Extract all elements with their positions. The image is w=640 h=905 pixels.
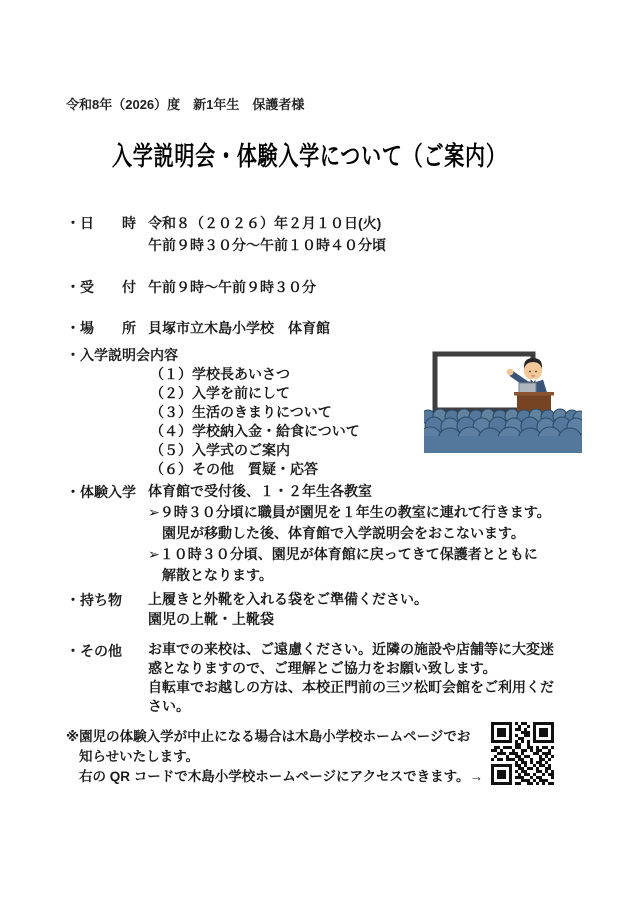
audience [424,409,582,453]
place-line1: 貝塚市立木島小学校 体育館 [148,320,330,336]
trial-line4: ➢１０時３０分頃、園児が体育館に戻ってきて保護者とともに [148,546,538,562]
other-line4: さい。 [148,698,190,714]
section-belongings [66,589,640,629]
page-title: 入学説明会・体験入学について（ご案内） [112,141,507,171]
belongings-line2: 園児の上靴・上靴袋 [148,611,274,627]
meeting-item: （５）入学式のご案内 [150,442,290,458]
reception-line1: 午前９時～午前９時３０分 [148,279,316,295]
trial-line5: 解散となります。 [162,567,273,583]
belongings-line1: 上履きと外靴を入れる袋をご準備ください。 [148,591,428,607]
trial-line3: 園児が移動した後、体育館で入学説明会をおこないます。 [162,525,525,541]
other-line1: お車での来校は、ご遠慮ください。近隣の施設や店舗等に大変迷 [148,641,554,657]
other-line3: 自転車でお越しの方は、本校正門前の三ツ松町会館をご利用くだ [148,679,554,695]
trial-line2: ➢９時３０分頃に職員が園児を１年生の教室に連れて行きます。 [148,504,551,520]
meeting-item: （６）その他 質疑・応答 [150,461,318,477]
meeting-item: （２）入学を前にして [150,385,290,401]
notice-line3: 右の QR コードで木島小学校ホームページにアクセスできます。→ [79,769,483,784]
presentation-illustration [424,349,582,453]
datetime-line2: 午前９時３０分～午前１０時４０分頃 [148,237,386,253]
section-place-label: ・場 所 [66,320,136,336]
qr-code [491,722,554,785]
meeting-item: （３）生活のきまりについて [150,404,332,420]
other-line2: 惑となりますので、ご理解とご協力をお願い致します。 [148,660,497,676]
section-belongings-label: ・持ち物 [66,592,122,608]
notice-line1: ※園児の体験入学が中止になる場合は木島小学校ホームページでお [66,729,471,744]
section-other [66,640,640,716]
notice-block [66,727,496,787]
section-datetime-label: ・日 時 [66,215,136,231]
datetime-line1: 令和８（２０２６）年２月１０日(火) [148,215,382,231]
section-other-label: ・その他 [66,643,122,659]
section-trial [66,481,640,586]
section-place [66,317,640,339]
section-reception [66,276,640,298]
section-datetime [66,212,640,256]
meeting-item: （４）学校納入金・給食について [150,423,360,439]
recipient-line: 令和8年（2026）度 新1年生 保護者様 [66,97,305,112]
trial-line1: 体育館で受付後、１・２年生各教室 [148,483,372,499]
meeting-item: （１）学校長あいさつ [150,366,290,382]
section-reception-label: ・受 付 [66,279,136,295]
section-trial-label: ・体験入学 [66,484,136,500]
notice-line2: 知らせいたします。 [79,749,200,764]
section-meeting-label: ・入学説明会内容 [66,347,178,363]
